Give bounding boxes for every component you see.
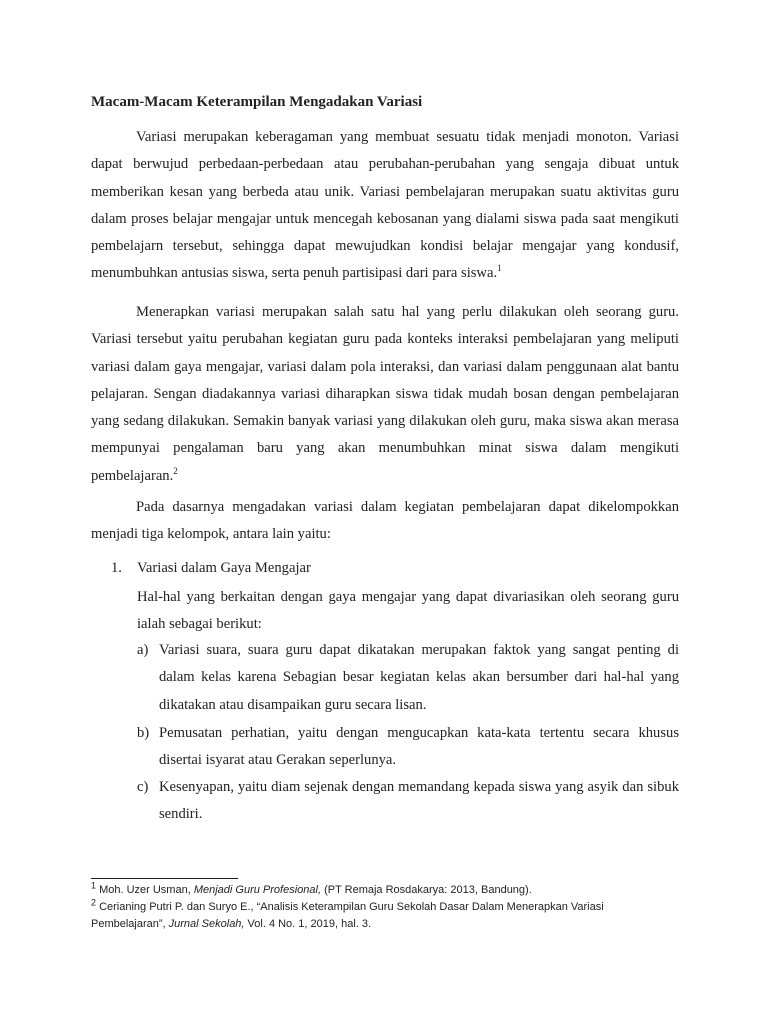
- paragraph-3-text: Pada dasarnya mengadakan variasi dalam kegiatan pembelajaran dapat dikelompokkan menjadi tiga kelompok, antara lain yaitu:: [91, 499, 679, 543]
- sub-list-text: Variasi suara, suara guru dapat dikatakan merupakan faktok yang sangat penting di dalam kelas karena Sebagian besar kegiatan kelas akan bersumber dari hal-hal yang dikatakan atau disampaikan guru secara lisan.: [159, 642, 679, 713]
- footnote-text-end: (PT Remaja Rosdakarya: 2013, Bandung).: [321, 884, 532, 896]
- footnote-ref-2[interactable]: 2: [173, 465, 178, 476]
- footnote-ref-1[interactable]: 1: [497, 263, 502, 274]
- sub-list-letter: c): [137, 779, 149, 795]
- sub-list-letter: b): [137, 725, 150, 741]
- list-item-number: 1.: [111, 560, 122, 576]
- footnote-1: [91, 882, 679, 899]
- sub-list-text: Kesenyapan, yaitu diam sejenak dengan memandang kepada siswa yang asyik dan sibuk sendiri.: [159, 779, 679, 823]
- list-item-description: Hal-hal yang berkaitan dengan gaya mengajar yang dapat divariasikan oleh seorang guru ialah sebagai berikut:: [137, 589, 679, 633]
- document-title: Macam-Macam Keterampilan Mengadakan Variasi: [91, 94, 423, 110]
- footnote-2: [91, 899, 679, 933]
- sub-list-letter: a): [137, 642, 149, 658]
- paragraph-2-text: Menerapkan variasi merupakan salah satu hal yang perlu dilakukan oleh seorang guru. Variasi tersebut yaitu perubahan kegiatan guru pada konteks interaksi pembelajaran yang meliputi variasi dalam gaya mengajar, variasi dalam pola interaksi, dan variasi dalam penggunaan alat bantu pelajaran. Sengan diadakannya variasi diharapkan siswa tidak mudah bosan dengan pembelajaran yang sedang dilakukan. Semakin banyak variasi yang dilakukan oleh guru, maka siswa akan merasa mempunyai pengalaman baru yang akan menumbuhkan minat siswa dalam mengikuti pembelajaran.: [91, 304, 679, 484]
- footnote-text-end: Vol. 4 No. 1, 2019, hal. 3.: [244, 918, 372, 930]
- footnote-number: 1: [91, 880, 97, 891]
- paragraph-3: [91, 494, 679, 549]
- paragraph-2: [91, 299, 679, 490]
- paragraph-1: [91, 124, 679, 288]
- footnote-text: Cerianing Putri P. dan Suryo E., “Analisis Keterampilan Guru Sekolah Dasar Dalam Menerapkan Variasi Pembelajaran”,: [91, 901, 604, 930]
- footnote-italic-title: Menjadi Guru Profesional,: [193, 884, 322, 896]
- footnote-italic-title: Jurnal Sekolah,: [168, 918, 245, 930]
- footnote-separator: [91, 878, 238, 879]
- sub-list-text: Pemusatan perhatian, yaitu dengan mengucapkan kata-kata tertentu secara khusus disertai isyarat atau Gerakan seperlunya.: [159, 725, 679, 769]
- footnote-number: 2: [91, 897, 97, 908]
- footnote-text: Moh. Uzer Usman,: [96, 884, 194, 896]
- list-item-heading: Variasi dalam Gaya Mengajar: [137, 560, 311, 576]
- paragraph-1-text: Variasi merupakan keberagaman yang membuat sesuatu tidak menjadi monoton. Variasi dapat berwujud perbedaan-perbedaan atau perubahan-perubahan yang sengaja dibuat untuk memberikan kesan yang berbeda atau unik. Variasi pembelajaran merupakan suatu aktivitas guru dalam proses belajar mengajar untuk mencegah kebosanan yang dialami siswa pada saat mengikuti pembelajarn tersebut, sehingga dapat mewujudkan kondisi belajar mengajar yang kondusif, menumbuhkan antusias siswa, serta penuh partisipasi dari para siswa.: [91, 129, 679, 282]
